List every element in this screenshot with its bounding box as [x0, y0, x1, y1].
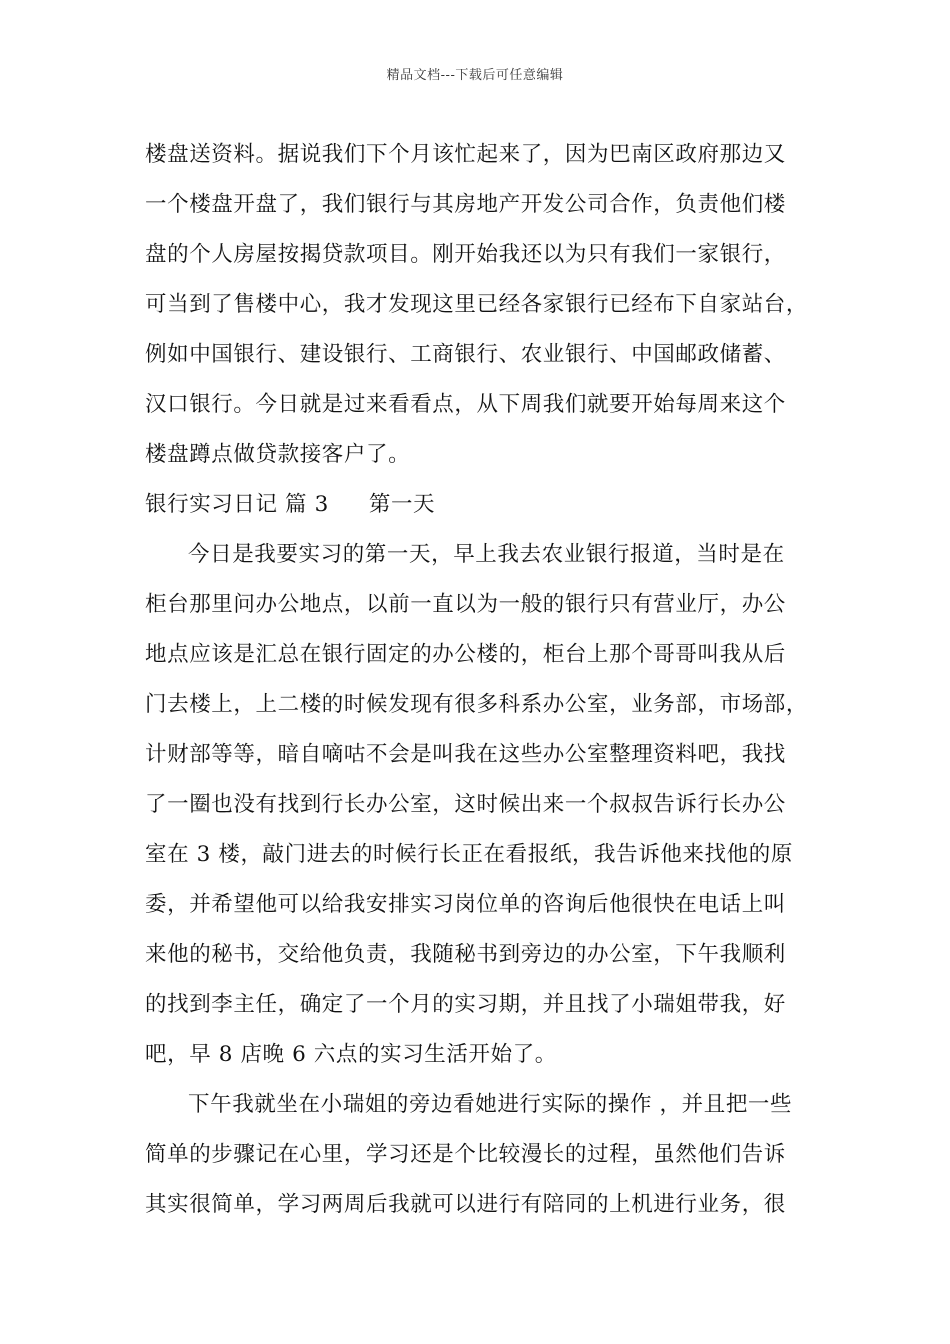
text-line: 其实很简单，学习两周后我就可以进行有陪同的上机进行业务，很: [145, 1192, 786, 1217]
page-header: 精品文档---下载后可任意编辑: [386, 68, 564, 83]
text-line: 来他的秘书，交给他负责，我随秘书到旁边的办公室，下午我顺利: [145, 942, 786, 967]
section-heading: [145, 480, 825, 530]
text-line: 计财部等等，暗自嘀咕不会是叫我在这些办公室整理资料吧，我找: [145, 742, 786, 767]
text-line: 吧，早 8 店晚 6 六点的实习生活开始了。: [145, 1042, 557, 1067]
text-line: 例如中国银行、建设银行、工商银行、农业银行、中国邮政储蓄、: [145, 342, 786, 367]
text-line: 门去楼上，上二楼的时候发现有很多科系办公室，业务部，市场部，: [145, 692, 809, 717]
text-line: 楼盘送资料。据说我们下个月该忙起来了，因为巴南区政府那边又: [145, 142, 786, 167]
text-line: 汉口银行。今日就是过来看看点，从下周我们就要开始每周来这个: [145, 392, 786, 417]
text-line: 一个楼盘开盘了，我们银行与其房地产开发公司合作，负责他们楼: [145, 192, 786, 217]
paragraph-first-line: 今日是我要实习的第一天，早上我去农业银行报道，当时是在: [188, 542, 785, 567]
text-line: 了一圈也没有找到行长办公室，这时候出来一个叔叔告诉行长办公: [145, 792, 786, 817]
text-line: 盘的个人房屋按揭贷款项目。刚开始我还以为只有我们一家银行，: [145, 242, 786, 267]
text-line: 的找到李主任，确定了一个月的实习期，并且找了小瑞姐带我，好: [145, 992, 786, 1017]
text-line: 楼盘蹲点做贷款接客户了。: [145, 442, 411, 467]
text-line: 室在 3 楼，敲门进去的时候行长正在看报纸，我告诉他来找他的原: [145, 842, 793, 867]
section-subtitle: 第一天: [368, 492, 436, 517]
document-body: [145, 130, 825, 1230]
text-line: 地点应该是汇总在银行固定的办公楼的，柜台上那个哥哥叫我从后: [145, 642, 786, 667]
paragraph-first-line: 下午我就坐在小瑞姐的旁边看她进行实际的操作 ，并且把一些: [188, 1092, 793, 1117]
text-line: 可当到了售楼中心，我才发现这里已经各家银行已经布下自家站台，: [145, 292, 809, 317]
text-line: 委，并希望他可以给我安排实习岗位单的咨询后他很快在电话上叫: [145, 892, 786, 917]
section-title: 银行实习日记 篇 3: [145, 492, 329, 517]
text-line: 柜台那里问办公地点，以前一直以为一般的银行只有营业厅，办公: [145, 592, 786, 617]
text-line: 简单的步骤记在心里，学习还是个比较漫长的过程，虽然他们告诉: [145, 1142, 786, 1167]
